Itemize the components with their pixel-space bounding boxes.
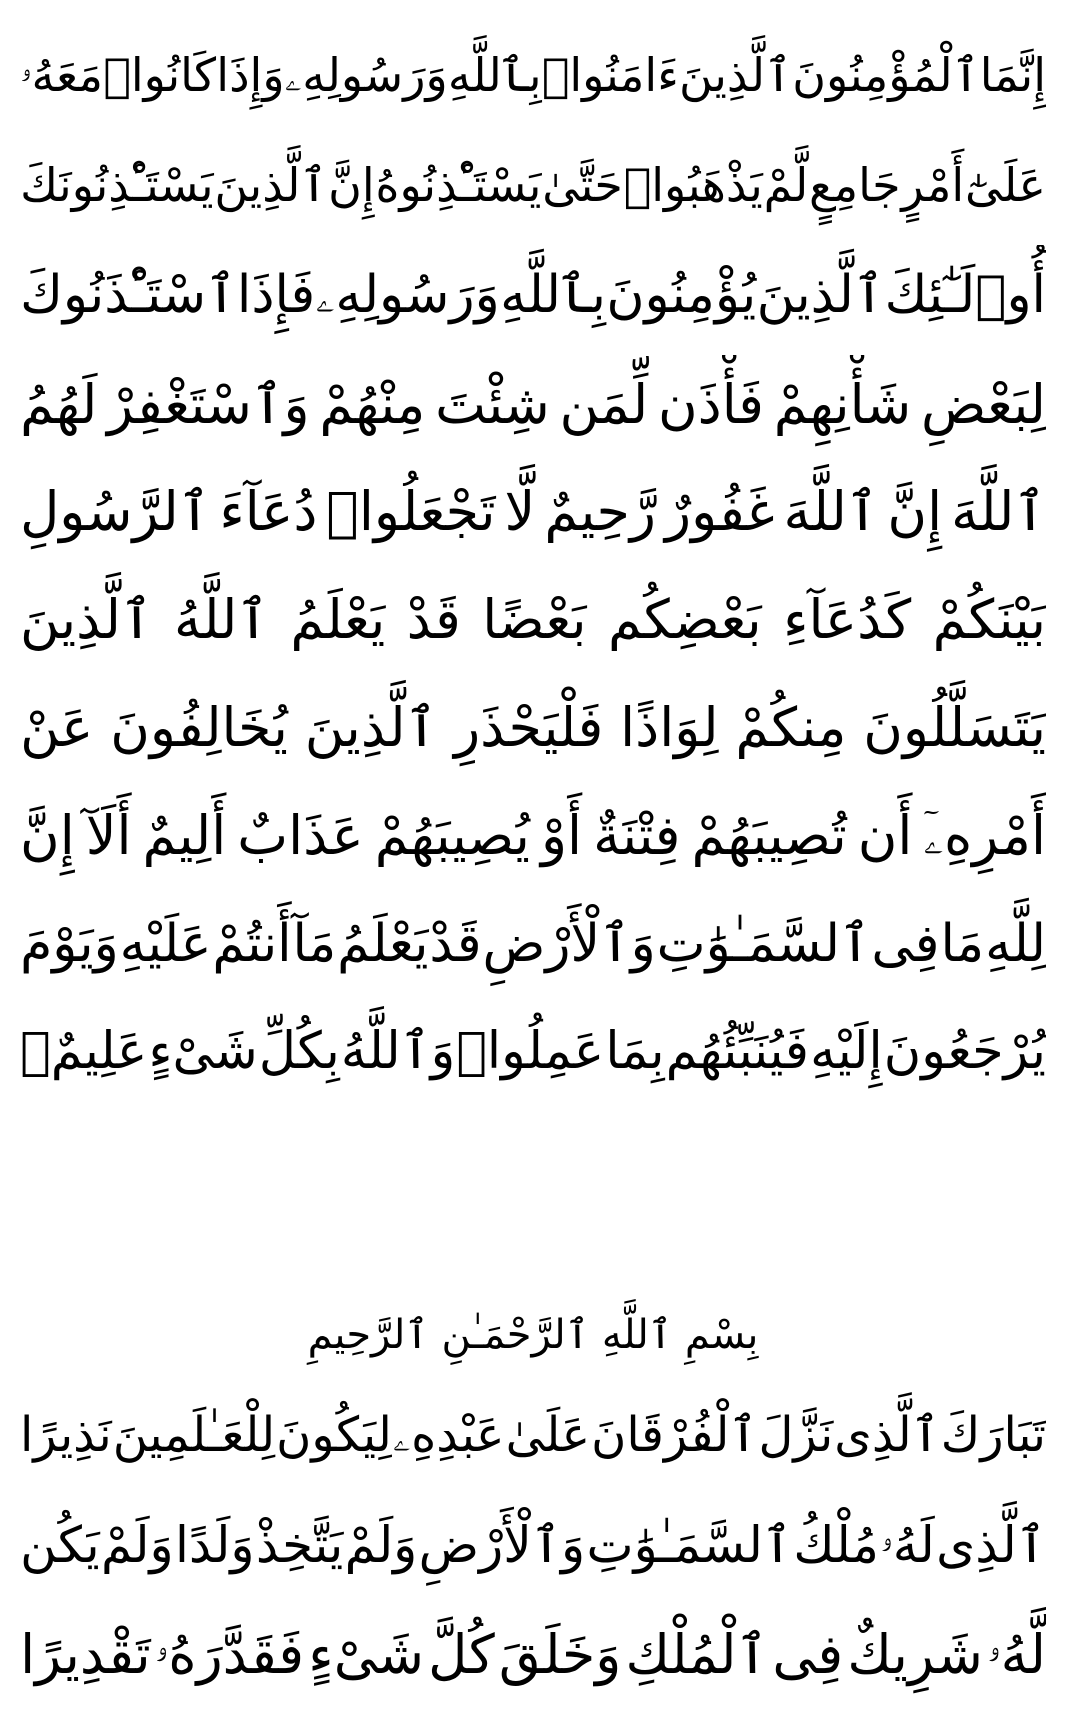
verse-word: يَسْتَـْٔذِنُوهُ — [375, 158, 542, 212]
verse-word: قَدْ — [406, 588, 461, 651]
verse-word: عَلَىٰ — [505, 1407, 591, 1463]
verse-word: يَتَّخِذْ — [255, 1516, 344, 1574]
verse-word: أَلِيمٌ — [142, 804, 227, 867]
verse-word: عَبْدِهِۦ — [392, 1407, 505, 1463]
verse-word: ٱللَّهَ — [951, 480, 1046, 543]
bismillah-header: بِسْمِ ٱللَّهِ ٱلرَّحْمَـٰنِ ٱلرَّحِيمِ — [307, 1312, 759, 1358]
verse-word: ٱلْمُلْكِ — [625, 1623, 769, 1686]
verse-word: ٱلَّذِينَ — [214, 158, 328, 212]
verse-word: شِئْتَ — [435, 373, 550, 436]
verse-word: قَدْ — [429, 914, 482, 974]
verse-word: وَيَوْمَ — [20, 914, 119, 974]
verse-word: لِلَّهِ — [985, 914, 1046, 974]
verse-word: فَيُنَبِّئُهُم — [665, 1022, 810, 1081]
verse-word: فَقَدَّرَهُۥ — [154, 1623, 305, 1686]
verse-word: لِبَعْضِ — [921, 373, 1046, 436]
verse-line-12 — [20, 1495, 1046, 1595]
verse-word: لَّهُۥ — [987, 1623, 1046, 1686]
verse-word: كُلَّ — [428, 1623, 495, 1686]
verse-line-1 — [20, 25, 1046, 125]
verse-word: تُصِيبَهُمْ — [691, 804, 847, 867]
verse-line-2 — [20, 135, 1046, 235]
verse-line-7 — [20, 678, 1046, 778]
verse-word: لِّمَن — [559, 373, 649, 436]
verse-word: لَّا — [504, 480, 536, 543]
verse-word: لَهُۥ — [880, 1516, 935, 1574]
verse-word: يَعْلَمُ — [337, 914, 429, 974]
verse-word: عَلَيْهِ — [119, 914, 212, 974]
verse-word: ٱلَّذِينَ — [20, 588, 153, 651]
verse-word: ٱلَّذِى — [834, 1407, 940, 1463]
verse-word: أُو۟لَـٰٓئِكَ — [884, 265, 1046, 325]
verse-word: نَذِيرًا — [20, 1407, 112, 1463]
verse-word: مَآ — [292, 914, 337, 974]
verse-word: ٱلسَّمَـٰوَٰتِ — [586, 1516, 793, 1574]
verse-word: لَّمْ — [763, 158, 809, 212]
verse-word: ٱللَّهَ — [783, 480, 879, 543]
verse-word: ٱلَّذِينَ — [304, 696, 438, 759]
verse-word: بِمَا — [605, 1022, 665, 1081]
verse-word: أَوْ — [540, 804, 583, 867]
verse-word: بِٱللَّهِ — [500, 265, 606, 325]
verse-word: لِلْعَـٰلَمِينَ — [112, 1407, 276, 1463]
verse-word: مِنكُمْ — [735, 696, 847, 759]
verse-word: يُصِيبَهُمْ — [374, 804, 530, 867]
verse-word: فَأْذَن — [657, 373, 764, 436]
verse-word: نَزَّلَ — [758, 1407, 834, 1463]
verse-word: تَجْعَلُوا۟ — [326, 480, 496, 543]
verse-word: ٱلَّذِينَ — [756, 265, 885, 325]
verse-word: وَٱللَّهُ — [340, 1022, 456, 1081]
verse-word: بَعْضًا — [482, 588, 587, 651]
verse-word: وَرَسُولِهِۦ — [284, 48, 448, 102]
verse-word: عَنْ — [20, 696, 94, 759]
verse-line-8 — [20, 786, 1046, 886]
verse-word: فِى — [871, 914, 940, 974]
verse-word: مُلْكُ — [793, 1516, 879, 1574]
verse-word: بِكُلِّ — [258, 1022, 340, 1081]
verse-word: مِنْهُمْ — [319, 373, 426, 436]
verse-word: إِلَيْهِ — [810, 1022, 883, 1081]
verse-word: وَلَمْ — [344, 1516, 418, 1574]
verse-word: عَلِيمٌۢ — [20, 1022, 148, 1081]
verse-word: مَا — [940, 914, 985, 974]
verse-word: وَٱسْتَغْفِرْ — [107, 373, 310, 436]
verse-word: ٱللَّهُ — [174, 588, 269, 651]
verse-word: ٱلْمُؤْمِنُونَ — [792, 48, 980, 102]
verse-line-6 — [20, 570, 1046, 670]
verse-line-13 — [20, 1605, 1046, 1705]
verse-word: ءَامَنُوا۟ — [541, 48, 679, 102]
verse-word: فَلْيَحْذَرِ — [454, 696, 604, 759]
verse-word: فِى — [772, 1623, 844, 1686]
verse-word: وَإِذَا — [216, 48, 285, 102]
verse-line-10 — [20, 1002, 1046, 1102]
verse-word: ٱسْتَـْٔذَنُوكَ — [20, 265, 237, 325]
verse-word: عَذَابٌ — [237, 804, 364, 867]
verse-word: يَعْلَمُ — [290, 588, 386, 651]
verse-word: لَهُمُ — [20, 373, 98, 436]
verse-word: وَلَدًا — [174, 1516, 255, 1574]
verse-word: شَىْءٍ — [308, 1623, 424, 1686]
verse-line-3 — [20, 245, 1046, 345]
verse-word: شَأْنِهِمْ — [773, 373, 912, 436]
verse-line-4 — [20, 355, 1046, 455]
verse-word: أَن — [857, 804, 913, 867]
verse-word: يُرْجَعُونَ — [883, 1022, 1046, 1081]
verse-word: أَمْرٍ — [901, 158, 965, 212]
verse-line-5 — [20, 462, 1046, 562]
verse-word: يَذْهَبُوا۟ — [623, 158, 763, 212]
verse-line-11 — [20, 1385, 1046, 1485]
verse-word: إِنَّمَا — [979, 48, 1046, 102]
verse-word: كَانُوا۟ — [103, 48, 217, 102]
verse-word: تَقْدِيرًا — [20, 1623, 151, 1686]
verse-word: شَرِيكٌ — [847, 1623, 983, 1686]
verse-word: يَتَسَلَّلُونَ — [863, 696, 1046, 759]
verse-word: وَرَسُولِهِۦ — [315, 265, 500, 325]
verse-word: لِوَاذًا — [620, 696, 719, 759]
verse-word: غَفُورٌ — [665, 480, 775, 543]
verse-word: فِتْنَةٌ — [593, 804, 681, 867]
verse-word: عَمِلُوا۟ — [456, 1022, 605, 1081]
verse-word: لِيَكُونَ — [276, 1407, 392, 1463]
verse-word: مَعَهُۥ — [20, 48, 104, 102]
verse-word: يُخَالِفُونَ — [110, 696, 288, 759]
verse-word: جَامِعٍ — [809, 158, 901, 212]
verse-word: ٱلرَّسُولِ — [20, 480, 211, 543]
verse-word: أَمْرِهِۦٓ — [923, 804, 1046, 867]
verse-word: عَلَىٰٓ — [964, 158, 1046, 212]
verse-word: أَنتُمْ — [212, 914, 292, 974]
verse-word: رَّحِيمٌ — [544, 480, 657, 543]
verse-word: فَإِذَا — [236, 265, 316, 325]
verse-word: بَعْضِكُم — [608, 588, 762, 651]
verse-word: بِٱللَّهِ — [447, 48, 542, 102]
verse-word: ٱلسَّمَـٰوَٰتِ — [656, 914, 871, 974]
verse-word: وَلَمْ — [101, 1516, 174, 1574]
verse-word: وَٱلْأَرْضِ — [482, 914, 656, 974]
verse-word: إِنَّ — [328, 158, 375, 212]
verse-word: بَيْنَكُمْ — [932, 588, 1046, 651]
verse-word: إِنَّ — [887, 480, 943, 543]
verse-word: ٱلْفُرْقَانَ — [591, 1407, 758, 1463]
verse-word: وَٱلْأَرْضِ — [418, 1516, 586, 1574]
verse-word: يُؤْمِنُونَ — [606, 265, 757, 325]
verse-word: كَدُعَآءِ — [783, 588, 912, 651]
verse-word: ٱلَّذِينَ — [679, 48, 792, 102]
verse-word: حَتَّىٰ — [542, 158, 623, 212]
verse-word: شَىْءٍ — [148, 1022, 258, 1081]
verse-word: ٱلَّذِى — [936, 1516, 1046, 1574]
verse-word: أَلَآ — [85, 804, 132, 867]
verse-word: تَبَارَكَ — [940, 1407, 1046, 1463]
verse-line-9 — [20, 894, 1046, 994]
verse-word: يَسْتَـْٔذِنُونَكَ — [20, 158, 214, 212]
verse-word: يَكُن — [20, 1516, 100, 1574]
verse-word: إِنَّ — [20, 804, 75, 867]
verse-word: دُعَآءَ — [219, 480, 318, 543]
verse-word: وَخَلَقَ — [498, 1623, 622, 1686]
